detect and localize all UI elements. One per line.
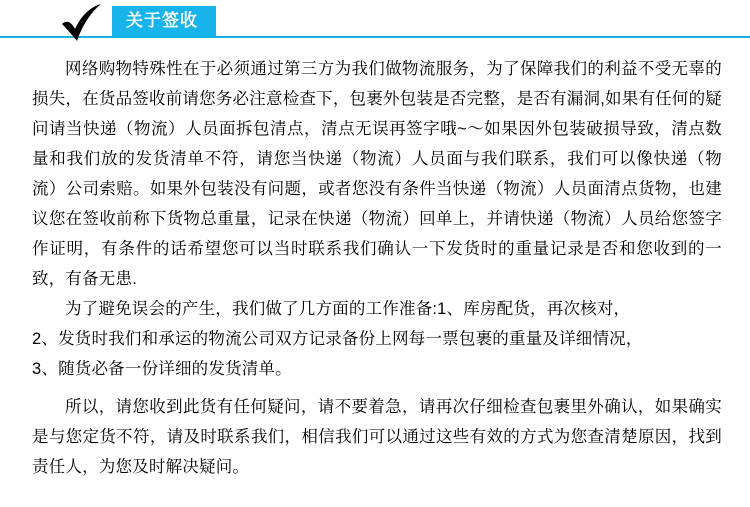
section-header [0,0,750,48]
section-title-bar [112,6,216,36]
paragraph: 2、发货时我们和承运的物流公司双方记录备份上网每一票包裹的重量及详细情况， [32,330,643,348]
document-body [0,48,750,482]
paragraph: 3、随货必备一份详细的发货清单。 [32,360,292,378]
check-mark-icon [60,4,104,44]
paragraph: 网络购物特殊性在于必须通过第三方为我们做物流服务，为了保障我们的利益不受无辜的损失，在货品签收前请您务必注意检查下，包裹外包装是否完整，是否有漏洞,如果有任何的疑问请当快递（物流）人员面拆包清点，清点无误再签字哦~～如果因外包装破损导致，清点数量和我们放的发货清单不符，请您当快递（物流）人员面与我们联系，我们可以像快递（物流）公司索赔。如果外包装没有问题，或者您没有条件当快递（物流）人员面清点货物，也建议您在签收前称下货物总重量，记录在快递（物流）回单上，并请快递（物流）人员给您签字作证明，有条件的话希望您可以当时联系我们确认一下发货时的重量记录是否和您收到的一致，有备无患. [32,60,722,288]
paragraph-spacer [32,384,722,392]
paragraph: 所以，请您收到此货有任何疑问，请不要着急，请再次仔细检查包裹里外确认，如果确实是与您定货不符，请及时联系我们，相信我们可以通过这些有效的方式为您查清楚原因，找到责任人，为您及时解决疑问。 [32,398,722,476]
page-title: 关于签收 [126,11,198,30]
header-divider [0,36,750,38]
paragraph: 为了避免误会的产生，我们做了几方面的工作准备:1、库房配货，再次核对， [65,300,631,318]
